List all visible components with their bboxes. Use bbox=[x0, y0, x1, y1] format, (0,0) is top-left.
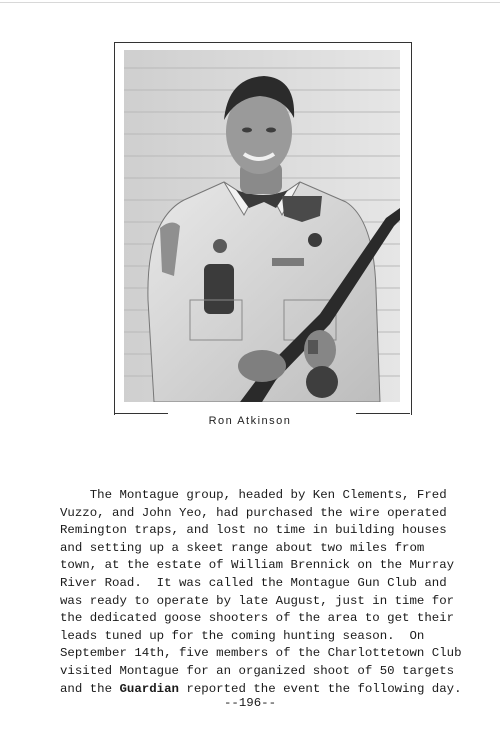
paragraph-line: the dedicated goose shooters of the area to get their bbox=[60, 611, 455, 626]
paragraph-line: River Road. It was called the Montague Gun Club and bbox=[60, 575, 447, 590]
photo-caption: Ron Atkinson bbox=[208, 415, 292, 427]
paragraph-line: September 14th, five members of the Charlottetown Club bbox=[60, 646, 462, 661]
portrait-photo bbox=[124, 50, 400, 402]
top-edge-rule bbox=[0, 2, 500, 3]
body-paragraph bbox=[60, 487, 470, 698]
paragraph-line: Remington traps, and lost no time in building houses bbox=[60, 523, 447, 538]
paragraph-line: leads tuned up for the coming hunting season. On bbox=[60, 628, 425, 643]
paragraph-line: visited Montague for an organized shoot of 50 targets bbox=[60, 663, 455, 678]
last-line-after: reported the event the following day. bbox=[179, 681, 462, 696]
last-line-before: and the bbox=[60, 681, 120, 696]
paragraph-line: and setting up a skeet range about two miles from bbox=[60, 540, 425, 555]
paragraph-line: Vuzzo, and John Yeo, had purchased the wire operated bbox=[60, 505, 447, 520]
frame-foot-left bbox=[114, 413, 168, 414]
frame-foot-right bbox=[356, 413, 410, 414]
paragraph-line: was ready to operate by late August, just in time for bbox=[60, 593, 455, 608]
paragraph-line: The Montague group, headed by Ken Clements, Fred bbox=[60, 488, 447, 502]
newspaper-name: Guardian bbox=[119, 681, 179, 696]
paragraph-line: town, at the estate of William Brennick on the Murray bbox=[60, 558, 455, 573]
page-number: --196-- bbox=[223, 696, 277, 710]
